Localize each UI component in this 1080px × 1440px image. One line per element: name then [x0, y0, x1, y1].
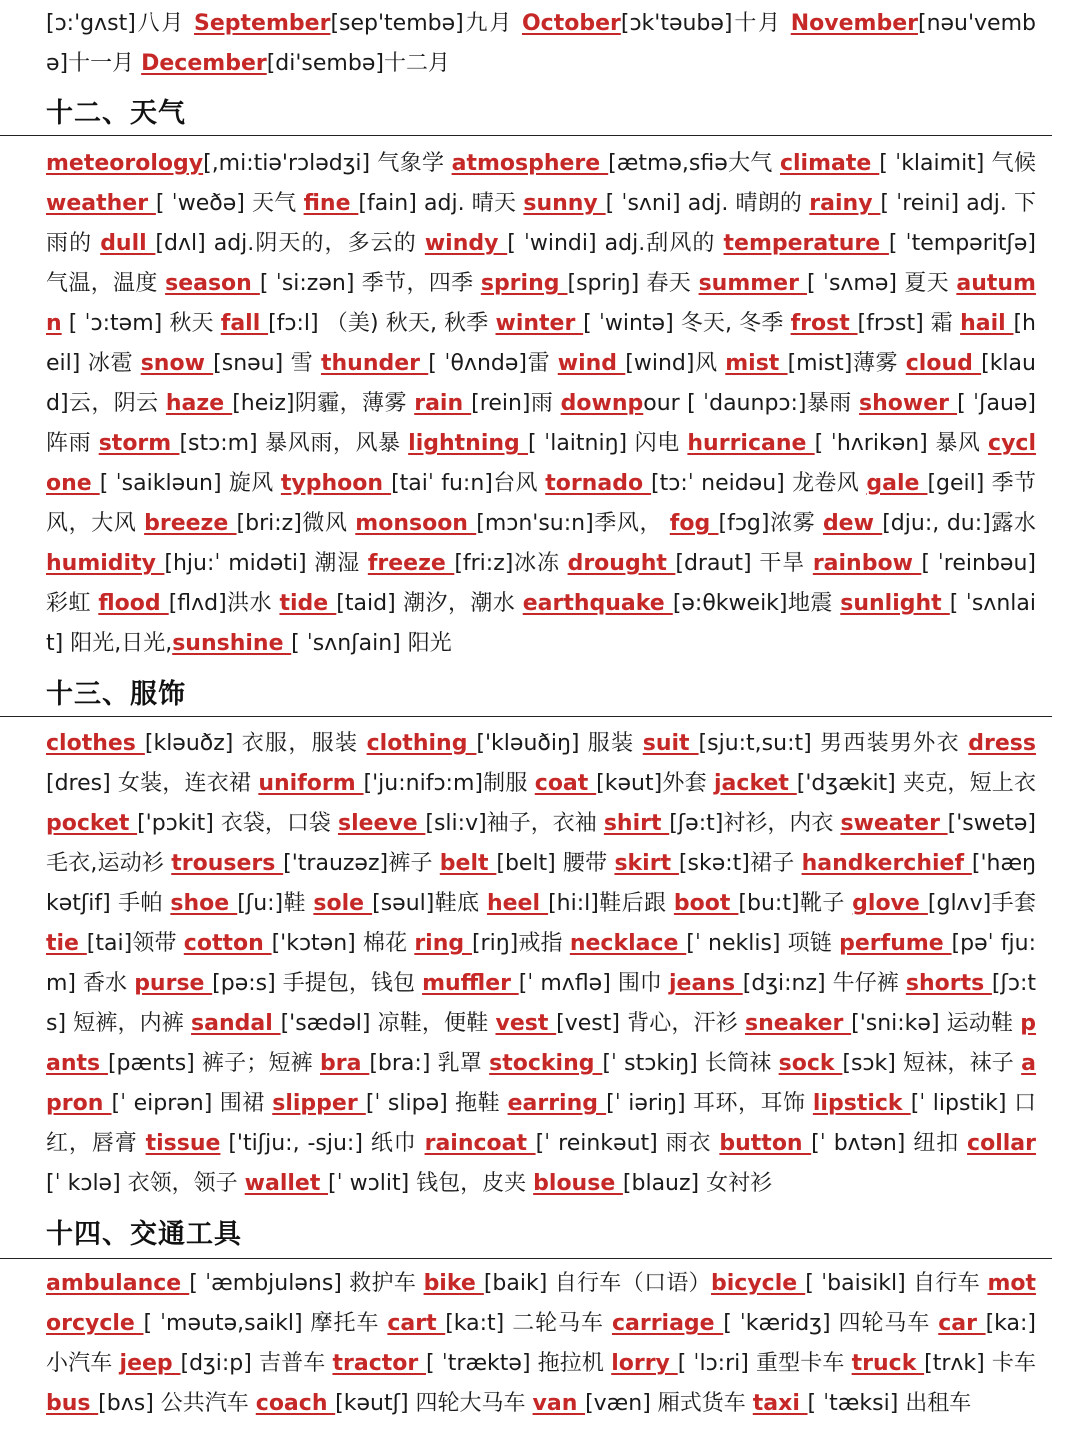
vocab-word: tie — [46, 931, 87, 956]
vocab-gloss: [ ˈsʌni] adj. 晴朗的 — [605, 191, 810, 216]
vocab-word: monsoon — [355, 511, 477, 536]
divider-weather — [0, 135, 1052, 136]
vocab-word: October — [521, 11, 621, 36]
vocab-word: dew — [822, 511, 883, 536]
vocab-gloss: [rein]雨 — [471, 391, 561, 416]
vocab-gloss: [di'sembə]十二月 — [266, 51, 450, 76]
vocab-word: coat — [534, 771, 597, 796]
divider-transport — [0, 1258, 1052, 1259]
vocab-word: shower — [859, 391, 958, 416]
vocab-gloss: [dju:, du:]露水 — [882, 511, 1036, 536]
vocab-gloss: [mɔn'su:n]季风， — [476, 511, 670, 536]
vocab-word: shorts — [905, 971, 992, 996]
vocab-word: meteorology — [46, 151, 204, 176]
vocab-word: atmosphere — [451, 151, 609, 176]
vocab-word: truck — [851, 1351, 925, 1376]
vocab-gloss: [ ˈsaikləun] 旋风 — [99, 471, 281, 496]
vocab-gloss: [ ˈsi:zən] 季节，四季 — [259, 271, 481, 296]
vocab-word: fall — [220, 311, 269, 336]
vocab-word: clothes — [46, 731, 145, 756]
vocab-gloss: [ʃu:]鞋 — [237, 891, 314, 916]
vocab-word: downp — [560, 391, 644, 416]
vocab-word: jacket — [714, 771, 797, 796]
vocab-word: summer — [698, 271, 807, 296]
vocab-gloss: [sɔk] 短袜，袜子 — [842, 1051, 1022, 1076]
vocab-word: necklace — [569, 931, 687, 956]
vocab-word: season — [165, 271, 260, 296]
vocab-gloss: ['ju:nifɔ:m]制服 — [363, 771, 535, 796]
vocab-gloss: [sli:v]袖子，衣袖 — [425, 811, 604, 836]
vocab-word: earring — [507, 1091, 607, 1116]
vocab-word: gale — [866, 471, 928, 496]
heading-clothing: 十三、服饰 — [46, 679, 186, 710]
vocab-word: flood — [98, 591, 169, 616]
vocab-gloss: [sju:t,su:t] 男西装男外衣 — [698, 731, 969, 756]
vocab-gloss: [hju:ˈ midəti] 潮湿 — [164, 551, 368, 576]
paragraph-transport — [46, 1264, 1036, 1424]
vocab-word: coach — [255, 1391, 336, 1416]
vocab-gloss: [ʃə:t]衬衫，内衣 — [669, 811, 841, 836]
vocab-word: freeze — [367, 551, 455, 576]
vocab-word: bicycle — [711, 1271, 806, 1296]
vocab-word: thunder — [320, 351, 429, 376]
vocab-gloss: [fri:z]冰冻 — [454, 551, 568, 576]
vocab-gloss: [skə:t]裙子 — [678, 851, 802, 876]
vocab-gloss: ['hæŋkətʃif] 手帕 — [46, 851, 1036, 916]
vocab-word: winter — [495, 311, 584, 336]
vocab-gloss: [kləuðz] 衣服，服装 — [144, 731, 367, 756]
vocab-gloss: [ˈ stɔkiŋ] 长筒袜 — [602, 1051, 779, 1076]
vocab-word: fog — [669, 511, 719, 536]
divider-clothing — [0, 716, 1052, 717]
paragraph-months-end — [46, 4, 1036, 84]
vocab-gloss: [fain] adj. 晴天 — [358, 191, 524, 216]
vocab-word: hurricane — [687, 431, 815, 456]
vocab-gloss: [blauz] 女衬衫 — [622, 1171, 773, 1196]
vocab-gloss: [ˈ bʌtən] 纽扣 — [811, 1131, 968, 1156]
vocab-word: dress — [968, 731, 1036, 756]
vocab-gloss: [pə:s] 手提包，钱包 — [212, 971, 423, 996]
vocab-gloss: [draut] 干旱 — [675, 551, 813, 576]
vocab-gloss: [ˈ mʌflə] 围巾 — [518, 971, 669, 996]
vocab-word: fine — [303, 191, 359, 216]
vocab-word: December — [141, 51, 267, 76]
vocab-word: sunny — [523, 191, 606, 216]
vocab-gloss: [ka:] 小汽车 — [46, 1311, 1037, 1376]
vocab-word: carriage — [611, 1311, 724, 1336]
vocab-gloss: [ ˈkæridʒ] 四轮马车 — [723, 1311, 939, 1336]
vocab-word: pocket — [46, 811, 138, 836]
vocab-word: tissue — [145, 1131, 221, 1156]
vocab-word: lipstick — [812, 1091, 911, 1116]
vocab-word: hail — [960, 311, 1014, 336]
vocab-gloss: [pænts] 裤子；短裤 — [107, 1051, 321, 1076]
vocab-word: frost — [790, 311, 858, 336]
vocab-word: sock — [778, 1051, 843, 1076]
vocab-gloss: [heil] 冰雹 — [46, 311, 1036, 376]
vocab-word: bike — [423, 1271, 484, 1296]
vocab-word: dull — [100, 231, 156, 256]
vocab-gloss: [ ˈtæksi] 出租车 — [807, 1391, 972, 1416]
vocab-gloss: [ˈ lipstik] 口红，唇膏 — [46, 1091, 1036, 1156]
vocab-word: weather — [46, 191, 156, 216]
vocab-word: jeep — [119, 1351, 181, 1376]
vocab-word: tide — [279, 591, 337, 616]
vocab-word: typhoon — [280, 471, 392, 496]
vocab-word: perfume — [839, 931, 952, 956]
vocab-gloss: [bra:] 乳罩 — [369, 1051, 490, 1076]
vocab-gloss: [trʌk] 卡车 — [924, 1351, 1036, 1376]
vocab-word: sunlight — [840, 591, 950, 616]
vocab-word: drought — [567, 551, 676, 576]
vocab-gloss: ['pɔkit] 衣袋，口袋 — [137, 811, 338, 836]
vocab-gloss: ['swetə]毛衣,运动衫 — [46, 811, 1036, 876]
vocab-word: tractor — [332, 1351, 427, 1376]
vocab-word: snow — [140, 351, 214, 376]
vocab-word: taxi — [752, 1391, 808, 1416]
vocab-gloss: [ ˈsʌnʃain] 阳光 — [291, 631, 452, 656]
vocab-word: wind — [557, 351, 626, 376]
vocab-gloss: [ ˈwintə] 冬天, 冬季 — [583, 311, 791, 336]
vocab-word: clothing — [366, 731, 477, 756]
vocab-gloss: [ka:t] 二轮马车 — [445, 1311, 612, 1336]
vocab-word: suit — [642, 731, 699, 756]
vocab-gloss: [ ˈhʌrikən] 暴风 — [814, 431, 989, 456]
vocab-gloss: [dʌl] adj.阴天的，多云的 — [155, 231, 425, 256]
vocab-gloss: [nəu'vembə]十一月 — [46, 11, 1036, 76]
vocab-word: bus — [46, 1391, 99, 1416]
vocab-gloss: ['kɔtən] 棉花 — [271, 931, 415, 956]
vocab-gloss: [fɔg]浓雾 — [718, 511, 823, 536]
vocab-gloss: [dʒi:p] 吉普车 — [180, 1351, 333, 1376]
vocab-gloss: [bri:z]微风 — [236, 511, 356, 536]
vocab-word: climate — [779, 151, 880, 176]
vocab-gloss: [ ˈməutə,saikl] 摩托车 — [143, 1311, 388, 1336]
vocab-word: September — [194, 11, 331, 36]
vocab-gloss: [ ˈklaimit] 气候 — [879, 151, 1036, 176]
vocab-gloss: [geil] 季节风，大风 — [46, 471, 1037, 536]
vocab-word: windy — [424, 231, 508, 256]
vocab-gloss: [ˈ slipə] 拖鞋 — [365, 1091, 508, 1116]
vocab-gloss: [ ˈreini] adj. 下雨的 — [46, 191, 1037, 256]
vocab-gloss: [ætmə,sfiə大气 — [608, 151, 780, 176]
vocab-gloss: [ ˈæmbjuləns] 救护车 — [189, 1271, 424, 1296]
vocab-gloss: [kəutʃ] 四轮大马车 — [335, 1391, 533, 1416]
vocab-word: button — [719, 1131, 812, 1156]
vocab-gloss: [ɔk'təubə]十月 — [620, 11, 791, 36]
vocab-gloss: [dres] 女装，连衣裙 — [46, 771, 259, 796]
vocab-word: cloud — [905, 351, 982, 376]
vocab-gloss: [ˈ wɔlit] 钱包，皮夹 — [328, 1171, 534, 1196]
vocab-gloss: [səul]鞋底 — [372, 891, 487, 916]
vocab-gloss: ['trauzəz]裤子 — [283, 851, 440, 876]
vocab-gloss: [ə:θkweik]地震 — [672, 591, 841, 616]
vocab-gloss: [bʌs] 公共汽车 — [98, 1391, 256, 1416]
vocab-gloss: [fɔ:l] （美) 秋天, 秋季 — [268, 311, 496, 336]
vocab-gloss: [ɔ:'gʌst]八月 — [46, 11, 195, 36]
vocab-word: purse — [134, 971, 213, 996]
vocab-gloss: [ ˈθʌndə]雷 — [428, 351, 558, 376]
vocab-gloss: [wind]风 — [625, 351, 726, 376]
vocab-word: cart — [387, 1311, 446, 1336]
vocab-gloss: [ˈ reinkəut] 雨衣 — [535, 1131, 720, 1156]
vocab-word: raincoat — [424, 1131, 536, 1156]
vocab-word: glove — [852, 891, 928, 916]
vocab-gloss: [ˈ neklis] 项链 — [686, 931, 840, 956]
vocab-word: rainy — [809, 191, 881, 216]
vocab-gloss: [spriŋ] 春天 — [567, 271, 699, 296]
vocab-gloss: [taiˈ fu:n]台风 — [391, 471, 546, 496]
vocab-gloss: ['kləuðiŋ] 服装 — [476, 731, 643, 756]
vocab-gloss: [ ˈlaitniŋ] 闪电 — [528, 431, 688, 456]
vocab-gloss: [tɔ:ˈ neidəu] 龙卷风 — [651, 471, 867, 496]
vocab-word: spring — [480, 271, 568, 296]
vocab-word: car — [938, 1311, 986, 1336]
vocab-gloss: [baik] 自行车（口语） — [483, 1271, 712, 1296]
vocab-word: handkerchief — [801, 851, 972, 876]
vocab-word: humidity — [46, 551, 165, 576]
vocab-gloss: [flʌd]洪水 — [168, 591, 280, 616]
paragraph-weather — [46, 144, 1036, 664]
vocab-gloss: [belt] 腰带 — [496, 851, 615, 876]
vocab-word: haze — [165, 391, 233, 416]
vocab-gloss: [glʌv]手套 — [927, 891, 1036, 916]
vocab-gloss: [stɔ:m] 暴风雨，风暴 — [179, 431, 409, 456]
vocab-word: cotton — [183, 931, 272, 956]
vocab-gloss: [,mi:tiə'rɔlədʒi] 气象学 — [203, 151, 452, 176]
vocab-word: collar — [967, 1131, 1036, 1156]
vocab-gloss: [frɔst] 霜 — [857, 311, 961, 336]
vocab-gloss: [sep'tembə]九月 — [330, 11, 522, 36]
vocab-word: ambulance — [46, 1271, 190, 1296]
vocab-gloss: [vest] 背心，汗衫 — [556, 1011, 745, 1036]
vocab-gloss: [ ˈtempəritʃə] 气温，温度 — [46, 231, 1036, 296]
vocab-gloss: our [ ˈdaunpɔ:]暴雨 — [643, 391, 860, 416]
vocab-word: van — [532, 1391, 586, 1416]
vocab-gloss: [ ˈbaisikl] 自行车 — [805, 1271, 988, 1296]
vocab-gloss: [ ˈtræktə] 拖拉机 — [426, 1351, 612, 1376]
vocab-word: sole — [313, 891, 373, 916]
heading-weather: 十二、天气 — [46, 98, 186, 129]
vocab-word: sneaker — [744, 1011, 852, 1036]
vocab-gloss: [mist]薄雾 — [787, 351, 906, 376]
vocab-word: rain — [414, 391, 472, 416]
vocab-gloss: [tai]领带 — [86, 931, 184, 956]
vocab-word: mist — [725, 351, 788, 376]
vocab-word: shirt — [603, 811, 670, 836]
heading-transport: 十四、交通工具 — [46, 1219, 242, 1250]
vocab-word: sandal — [191, 1011, 281, 1036]
vocab-gloss: ['sni:kə] 运动鞋 — [851, 1011, 1021, 1036]
vocab-word: ring — [414, 931, 472, 956]
vocab-gloss: [ ˈwindi] adj.刮风的 — [507, 231, 724, 256]
vocab-word: slipper — [272, 1091, 366, 1116]
vocab-word: boot — [673, 891, 739, 916]
vocab-word: apron — [46, 1051, 1036, 1116]
vocab-gloss: [dʒi:nz] 牛仔裤 — [742, 971, 906, 996]
vocab-gloss: [kəut]外套 — [596, 771, 715, 796]
vocab-word: blouse — [533, 1171, 623, 1196]
vocab-gloss: [ ˈsʌnlait] 阳光,日光, — [46, 591, 1036, 656]
vocab-gloss: [ ˈlɔ:ri] 重型卡车 — [677, 1351, 852, 1376]
vocab-gloss: [ ˈɔ:təm] 秋天 — [61, 311, 221, 336]
vocab-word: November — [790, 11, 918, 36]
vocab-gloss: ['sædəl] 凉鞋，便鞋 — [280, 1011, 496, 1036]
vocab-gloss: [klaud]云，阴云 — [46, 351, 1036, 416]
vocab-word: sweater — [840, 811, 948, 836]
vocab-gloss: [snəu] 雪 — [213, 351, 321, 376]
vocab-word: bra — [320, 1051, 370, 1076]
vocab-word: rainbow — [812, 551, 922, 576]
vocab-gloss: [ ˈreinbəu] 彩虹 — [46, 551, 1036, 616]
vocab-word: earthquake — [522, 591, 673, 616]
vocab-word: motorcycle — [46, 1271, 1036, 1336]
vocab-gloss: [ʃɔ:ts] 短裤，内裤 — [46, 971, 1036, 1036]
paragraph-clothing — [46, 724, 1036, 1204]
vocab-word: tornado — [545, 471, 652, 496]
vocab-word: heel — [486, 891, 549, 916]
vocab-gloss: [ˈ iəriŋ] 耳环，耳饰 — [606, 1091, 813, 1116]
vocab-gloss: [ ˈweðə] 天气 — [155, 191, 304, 216]
vocab-gloss: [hi:l]鞋后跟 — [548, 891, 674, 916]
vocab-word: wallet — [244, 1171, 329, 1196]
vocab-gloss: ['dʒækit] 夹克，短上衣 — [796, 771, 1036, 796]
vocab-word: shoe — [170, 891, 238, 916]
vocab-word: uniform — [258, 771, 364, 796]
vocab-word: jeans — [668, 971, 743, 996]
vocab-word: storm — [98, 431, 180, 456]
vocab-gloss: [taid] 潮汐，潮水 — [336, 591, 523, 616]
vocab-word: muffler — [422, 971, 519, 996]
vocab-word: skirt — [614, 851, 679, 876]
vocab-word: sleeve — [337, 811, 426, 836]
vocab-gloss: [bu:t]靴子 — [738, 891, 853, 916]
vocab-word: pants — [46, 1011, 1036, 1076]
vocab-gloss: [pəˈ fju:m] 香水 — [46, 931, 1037, 996]
vocab-gloss: [ ˈsʌmə] 夏天 — [806, 271, 957, 296]
vocab-word: sunshine — [172, 631, 292, 656]
vocab-gloss: [ˈ eiprən] 围裙 — [111, 1091, 273, 1116]
vocab-word: belt — [439, 851, 497, 876]
vocab-gloss: [heiz]阴霾，薄雾 — [232, 391, 415, 416]
vocab-word: lorry — [611, 1351, 678, 1376]
vocab-gloss: [ˈ kɔlə] 衣领，领子 — [46, 1171, 245, 1196]
vocab-word: vest — [495, 1011, 557, 1036]
vocab-word: lightning — [408, 431, 529, 456]
vocab-gloss: [riŋ]戒指 — [471, 931, 570, 956]
vocab-word: trousers — [171, 851, 284, 876]
vocab-gloss: ['tiʃju:, -sju:] 纸巾 — [220, 1131, 425, 1156]
vocab-word: stocking — [489, 1051, 603, 1076]
vocab-gloss: [ ˈʃauə]阵雨 — [46, 391, 1037, 456]
vocab-word: autumn — [46, 271, 1036, 336]
vocab-word: temperature — [723, 231, 889, 256]
vocab-word: breeze — [144, 511, 237, 536]
vocab-gloss: [væn] 厢式货车 — [585, 1391, 753, 1416]
vocab-word: cyclone — [46, 431, 1036, 496]
